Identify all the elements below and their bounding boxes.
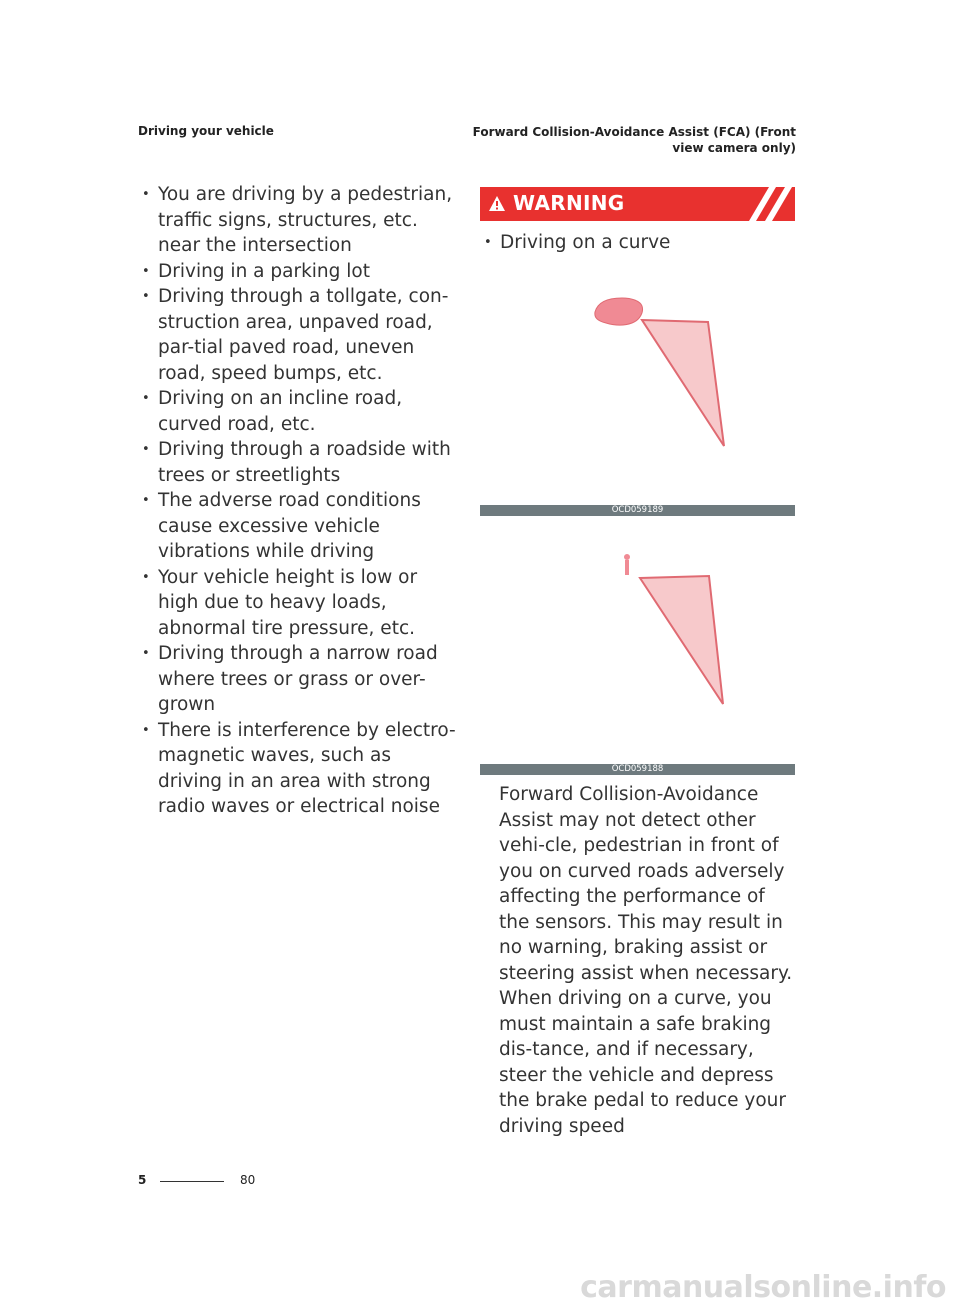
warning-paragraph-2: When driving on a curve, you must maintain a safe braking dis-tance, and if necessary, steer the vehicle and depress the brake pedal to reduce your driving speed: [499, 988, 787, 1137]
running-header-section: Driving your vehicle: [138, 124, 274, 138]
banner-stripes-decoration: [735, 187, 795, 221]
warning-triangle-icon: [489, 196, 505, 211]
list-item: • Your vehicle height is low or high due to heavy loads, abnormal tire pressure, etc.: [138, 565, 456, 642]
footer-rule: [160, 1181, 224, 1182]
conditions-list: [138, 182, 456, 820]
figure-code-1: OCD059189: [480, 505, 795, 516]
page-number: 80: [240, 1173, 256, 1187]
list-item: • Driving through a narrow road where trees or grass or over-grown: [138, 641, 456, 718]
warning-label: WARNING: [513, 191, 625, 215]
list-item: • Driving on an incline road, curved road, etc.: [138, 386, 456, 437]
list-item: • Driving through a roadside with trees or streetlights: [138, 437, 456, 488]
page-footer: [138, 1173, 258, 1193]
list-item: • There is interference by electro-magnetic waves, such as driving in an area with strong radio waves or electrical noise: [138, 718, 456, 820]
figure-code-2: OCD059188: [480, 764, 795, 775]
running-header-title-line1: Forward Collision-Avoidance Assist (FCA) (Front: [472, 125, 796, 139]
curve-diagram-figure-1: [480, 268, 795, 504]
pedestrian-shape: [624, 554, 630, 575]
warning-banner: [480, 187, 795, 221]
section-number: 5: [138, 1173, 147, 1187]
sensor-detection-zone: [640, 576, 723, 704]
vehicle-ahead-shape: [595, 298, 643, 325]
curve-diagram-figure-2: [480, 534, 795, 762]
running-header-title-line2: view camera only): [672, 141, 796, 155]
list-item: • Driving in a parking lot: [138, 259, 456, 285]
list-item: • You are driving by a pedestrian, traffic signs, structures, etc. near the intersection: [138, 182, 456, 259]
sensor-detection-zone: [642, 320, 724, 446]
running-header-title: [466, 124, 796, 156]
warning-bullet: • Driving on a curve: [480, 230, 795, 256]
warning-body: [499, 782, 799, 1139]
warning-paragraph-1: Forward Collision-Avoidance Assist may not detect other vehi-cle, pedestrian in front of you on curved roads adversely affecting the performance of the sensors. This may result in no warning, braking assist or steering assist when necessary.: [499, 784, 793, 984]
list-item: • Driving through a tollgate, con-struction area, unpaved road, par-tial paved road, uneven road, speed bumps, etc.: [138, 284, 456, 386]
site-watermark: carmanualsonline.info: [580, 1270, 946, 1305]
list-item: • The adverse road conditions cause excessive vehicle vibrations while driving: [138, 488, 456, 565]
